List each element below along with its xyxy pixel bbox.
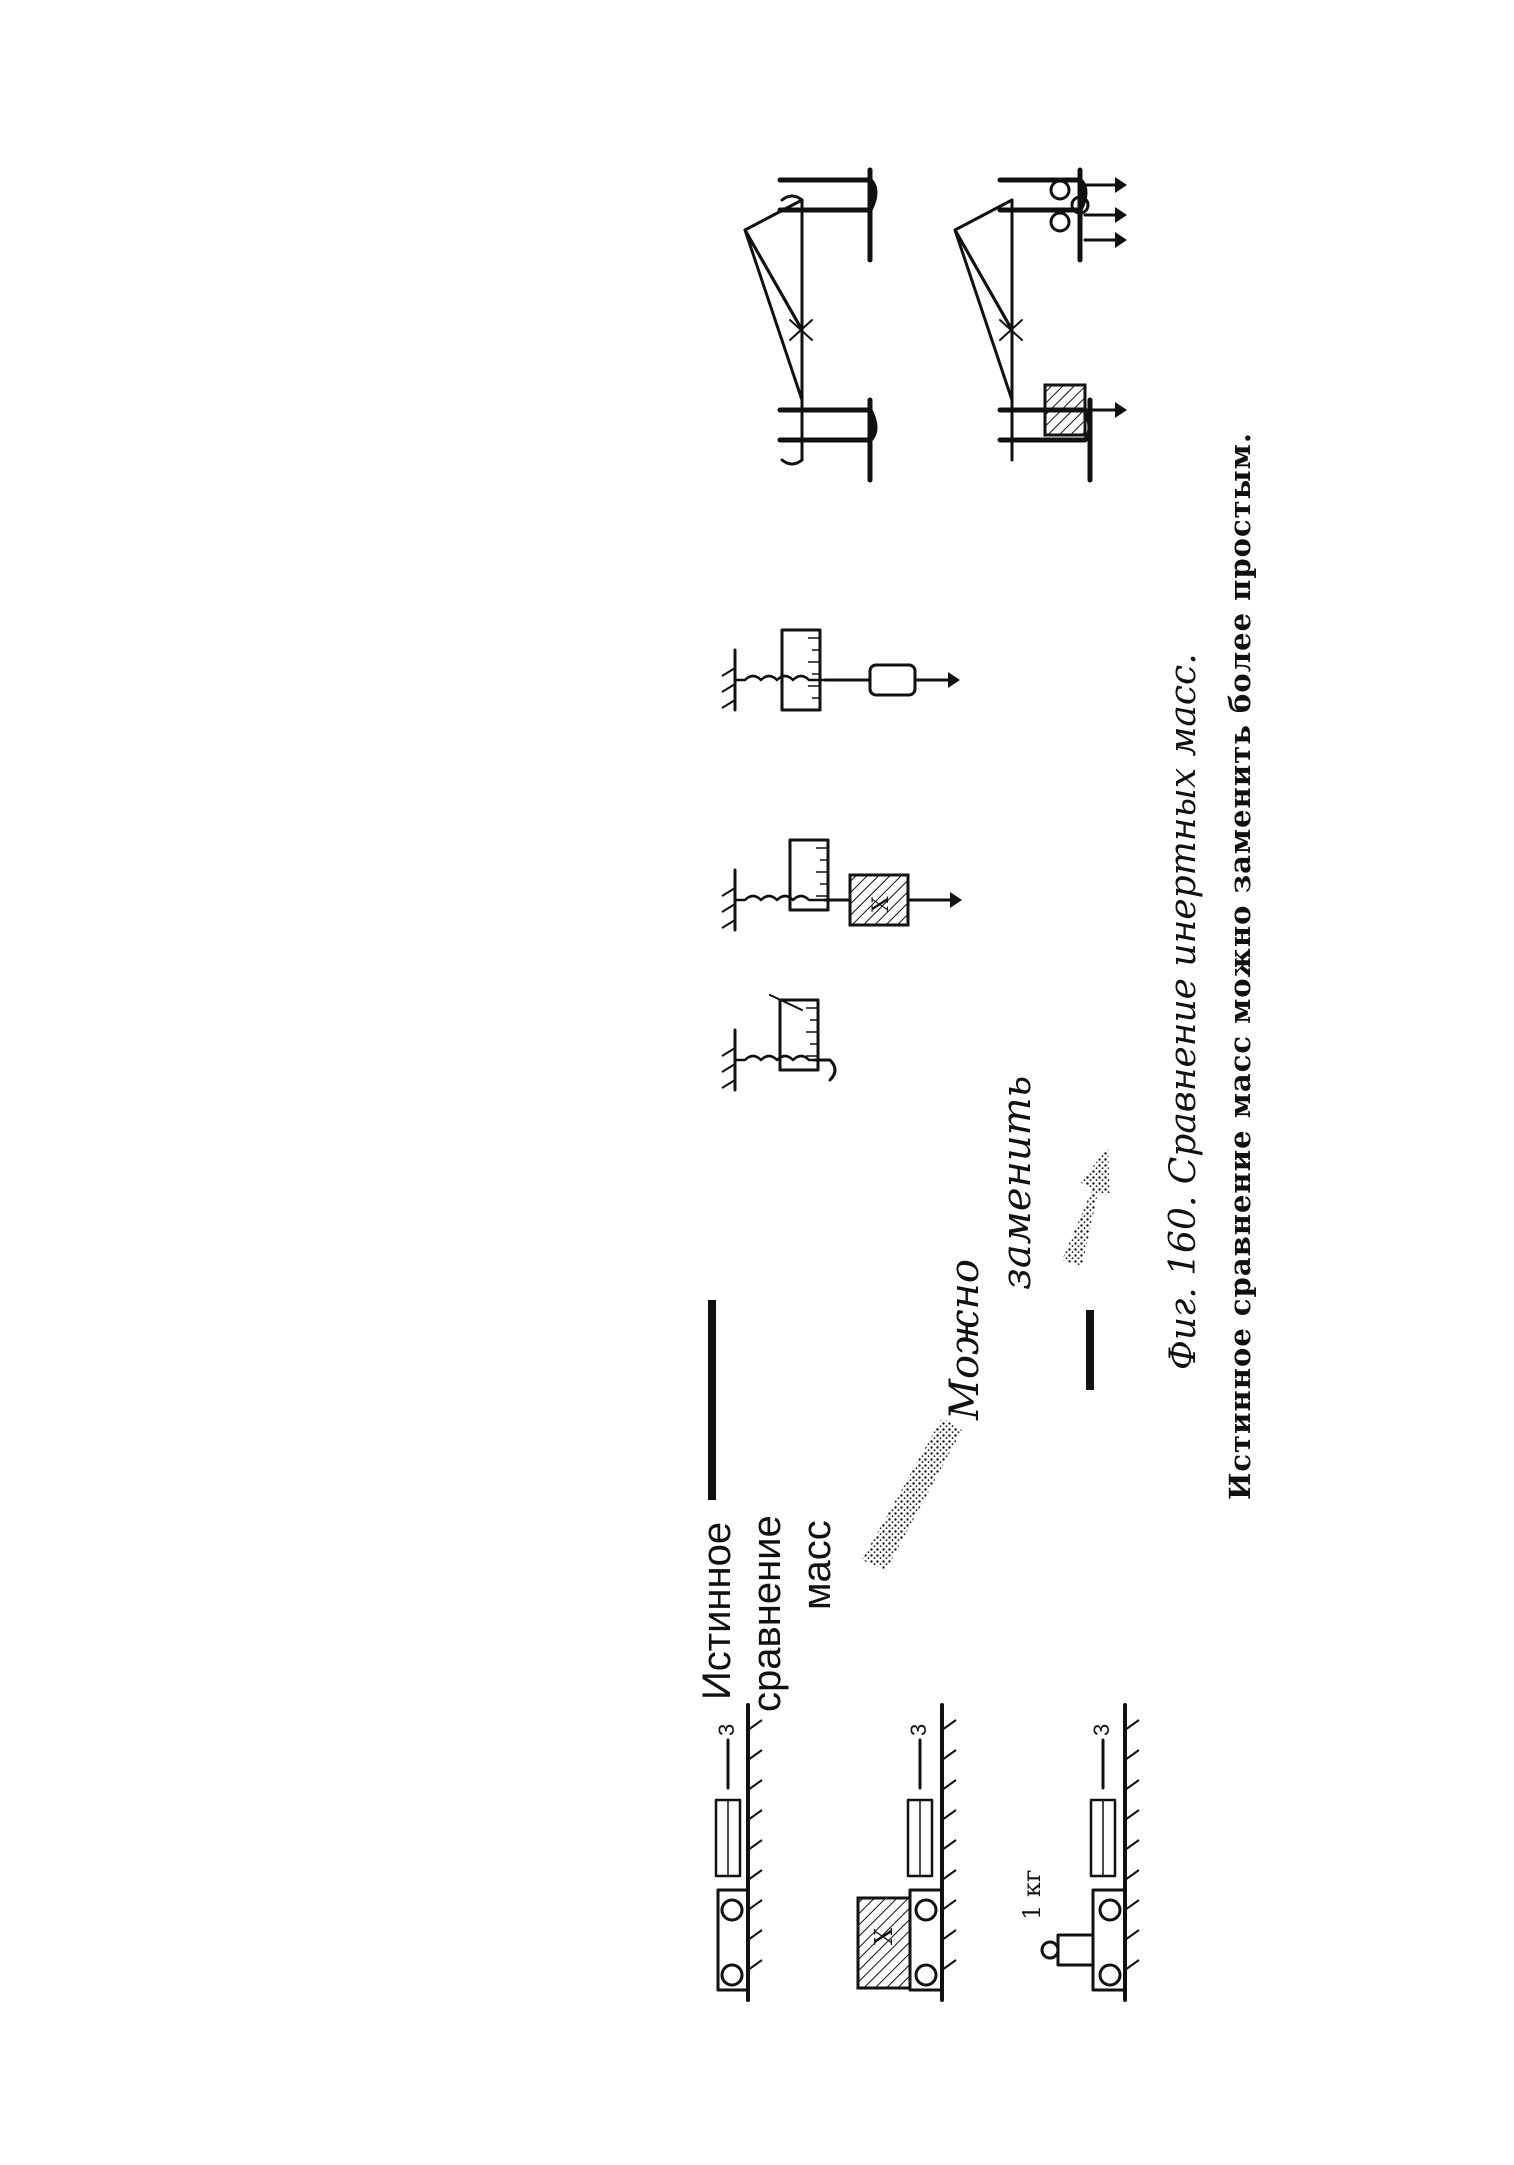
- stippled-arrow-1: [862, 1418, 962, 1570]
- beam-balance-2: [955, 170, 1127, 480]
- cart-diagrams: [714, 1705, 1139, 2000]
- beam-balances: [745, 170, 1127, 480]
- svg-text:3: 3: [906, 1723, 931, 1736]
- kg-label: 1 кг: [1018, 1869, 1046, 1920]
- cart-diagram-1: [714, 1705, 762, 2000]
- caption-subtitle: Истинное сравнение масс можно заменить более простым.: [1223, 432, 1257, 1500]
- true-comparison-label: [695, 1515, 839, 1712]
- separator-bar-2: [1086, 1310, 1094, 1390]
- svg-text:3: 3: [1089, 1723, 1114, 1736]
- svg-text:3: 3: [714, 1723, 739, 1736]
- figure-caption: [1163, 432, 1257, 1500]
- spring-weight: [870, 665, 915, 695]
- cart-diagram-3: [1018, 1705, 1139, 2000]
- stippled-arrow-2: [1062, 1148, 1110, 1266]
- label-line-1: Истинное: [695, 1521, 739, 1700]
- label-line-2: сравнение: [745, 1515, 789, 1712]
- label-line-3: масс: [795, 1520, 839, 1610]
- spring-balance-1: [722, 995, 835, 1090]
- beam-balance-1: [745, 170, 875, 480]
- separator-bar-1: [708, 1300, 716, 1500]
- spring-balance-2: [722, 840, 962, 930]
- separator-bars: [708, 1300, 1094, 1500]
- caption-title: Фиг. 160. Сравнение инертных масс.: [1163, 653, 1204, 1370]
- spring-box-mark: X: [869, 896, 894, 912]
- replace-line-1: Можно: [942, 1259, 988, 1420]
- cart-diagram-2: [858, 1705, 956, 2000]
- cart-box-mark: X: [870, 1927, 898, 1945]
- replace-label: [942, 1076, 1040, 1421]
- kg-weight: [1058, 1935, 1093, 1965]
- spring-balances: [722, 630, 962, 1090]
- spring-balance-3: [722, 630, 960, 710]
- replace-line-2: заменить: [994, 1075, 1040, 1290]
